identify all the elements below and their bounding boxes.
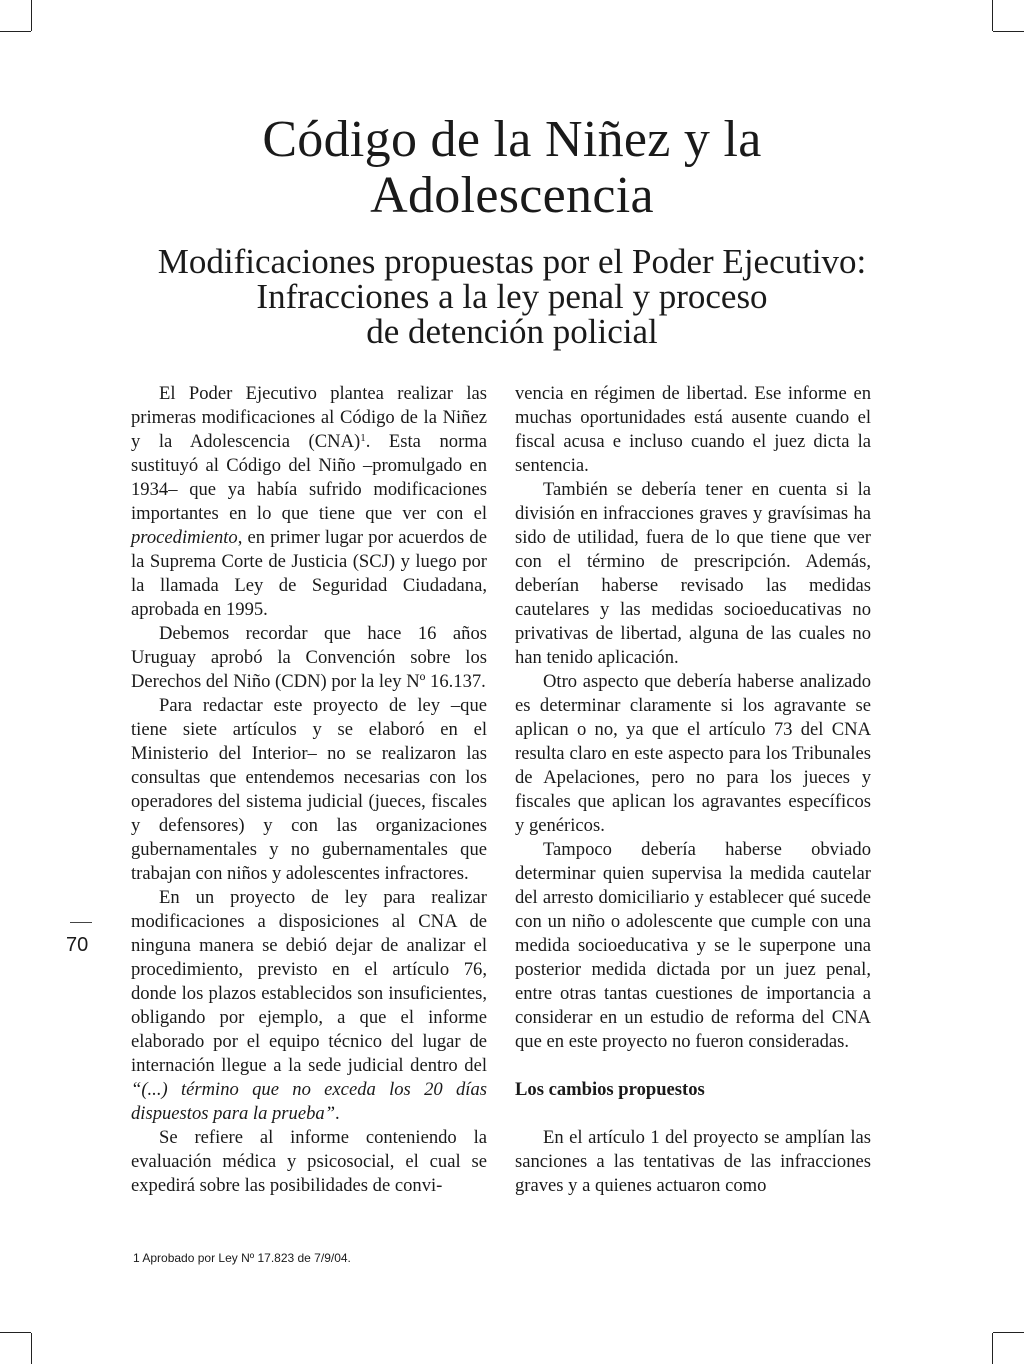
column-right bbox=[515, 382, 871, 1198]
subtitle-line-3: de detención policial bbox=[366, 312, 658, 351]
page-number: 70 bbox=[66, 934, 89, 956]
paragraph-4-end: . bbox=[335, 1103, 340, 1124]
paragraph-5-start: Se refiere al informe conteniendo la evaluación médica y psicosocial, el cual se expedirá sobre las posibilidades de convi- bbox=[131, 1127, 487, 1196]
document-title bbox=[0, 112, 1024, 224]
document-subtitle bbox=[100, 244, 924, 349]
footnote: 1 Aprobado por Ley Nº 17.823 de 7/9/04. bbox=[133, 1251, 351, 1265]
subtitle-line-1: Modificaciones propuestas por el Poder Ejecutivo: bbox=[157, 242, 867, 281]
paragraph-4-quote: “(...) término que no exceda los 20 días dispuestos para la prueba” bbox=[131, 1079, 487, 1124]
crop-mark-bottom-right-horizontal bbox=[993, 1332, 1024, 1333]
paragraph-2: Debemos recordar que hace 16 años Uruguay aprobó la Convención sobre los Derechos del Niño (CDN) por la ley Nº 16.137. bbox=[131, 623, 487, 692]
paragraph-8: Tampoco debería haberse obviado determinar quien supervisa la medida cautelar del arresto domiciliario y establecer qué sucede con un niño o adolescente que cumple con una medida socioeducativa y se le superpone una posterior medida dictada por un juez penal, entre otras tantas cuestiones de importancia a considerar en un estudio de reforma del CNA que en este proyecto no fueron consideradas. bbox=[515, 839, 871, 1052]
paragraph-1-rest-b: , en primer lugar por acuerdos de la Suprema Corte de Justicia (SCJ) y luego por la llamada Ley de Seguridad Ciudadana, aprobada en 1995. bbox=[131, 527, 487, 620]
crop-mark-bottom-left-vertical bbox=[31, 1333, 32, 1364]
footnote-reference: 1 bbox=[360, 432, 366, 444]
crop-mark-bottom-left-horizontal bbox=[0, 1332, 31, 1333]
paragraph-1-italic: procedimiento bbox=[131, 527, 238, 548]
paragraph-4-text: En un proyecto de ley para realizar modificaciones a disposiciones al CNA de ninguna manera se debió dejar de analizar el procedimiento, previsto en el artículo 76, donde los plazos establecidos son insuficientes, obligando por ejemplo, a que el informe elaborado por el equipo técnico del lugar de internación llegue a la sede judicial dentro del bbox=[131, 887, 487, 1076]
title-line-2: Adolescencia bbox=[370, 167, 654, 224]
paragraph-1-rest-a: . Esta norma sustituyó al Código del Niño –promulgado en 1934– que ya había sufrido modificaciones importantes en lo que tiene que ver con el bbox=[131, 431, 487, 524]
paragraph-1-text: El Poder Ejecutivo plantea realizar las primeras modificaciones al Código de la Niñez y la Adolescencia (CNA) bbox=[131, 383, 487, 452]
section-heading: Los cambios propuestos bbox=[515, 1079, 705, 1100]
paragraph-5-continuation: vencia en régimen de libertad. Ese informe en muchas oportunidades está ausente cuando el fiscal acusa e incluso cuando el juez dicta la sentencia. bbox=[515, 383, 871, 476]
subtitle-line-2: Infracciones a la ley penal y proceso bbox=[256, 277, 768, 316]
column-left bbox=[131, 382, 487, 1198]
paragraph-3: Para redactar este proyecto de ley –que tiene siete artículos y se elaboró en el Ministerio del Interior– no se realizaron las consultas que entendemos necesarias con los operadores del sistema judicial (jueces, fiscales y defensores) y con las organizaciones gubernamentales y no gubernamentales que trabajan con niños y adolescentes infractores. bbox=[131, 695, 487, 884]
paragraph-4 bbox=[131, 886, 487, 1126]
crop-mark-top-left-horizontal bbox=[0, 31, 31, 32]
paragraph-1 bbox=[131, 382, 487, 622]
title-line-1: Código de la Niñez y la bbox=[262, 111, 762, 168]
crop-mark-top-right-horizontal bbox=[993, 31, 1024, 32]
crop-mark-bottom-right-vertical bbox=[992, 1333, 993, 1364]
paragraph-9: En el artículo 1 del proyecto se amplían las sanciones a las tentativas de las infracciones graves y a quienes actuaron como bbox=[515, 1127, 871, 1196]
page-number-rule bbox=[70, 922, 92, 923]
crop-mark-top-right-vertical bbox=[992, 0, 993, 31]
paragraph-6: También se debería tener en cuenta si la división en infracciones graves y gravísimas ha sido de utilidad, fuera de lo que tiene que ver con el término de prescripción. Además, deberían haberse revisado las medidas cautelares y las medidas socioeducativas no privativas de libertad, alguna de las cuales no han tenido aplicación. bbox=[515, 479, 871, 668]
paragraph-7: Otro aspecto que debería haberse analizado es determinar claramente si los agravante se aplican o no, ya que el artículo 73 del CNA resulta claro en este aspecto para los Tribunales de Apelaciones, pero no para los jueces y fiscales que aplican los agravantes específicos y genéricos. bbox=[515, 671, 871, 836]
crop-mark-top-left-vertical bbox=[31, 0, 32, 31]
